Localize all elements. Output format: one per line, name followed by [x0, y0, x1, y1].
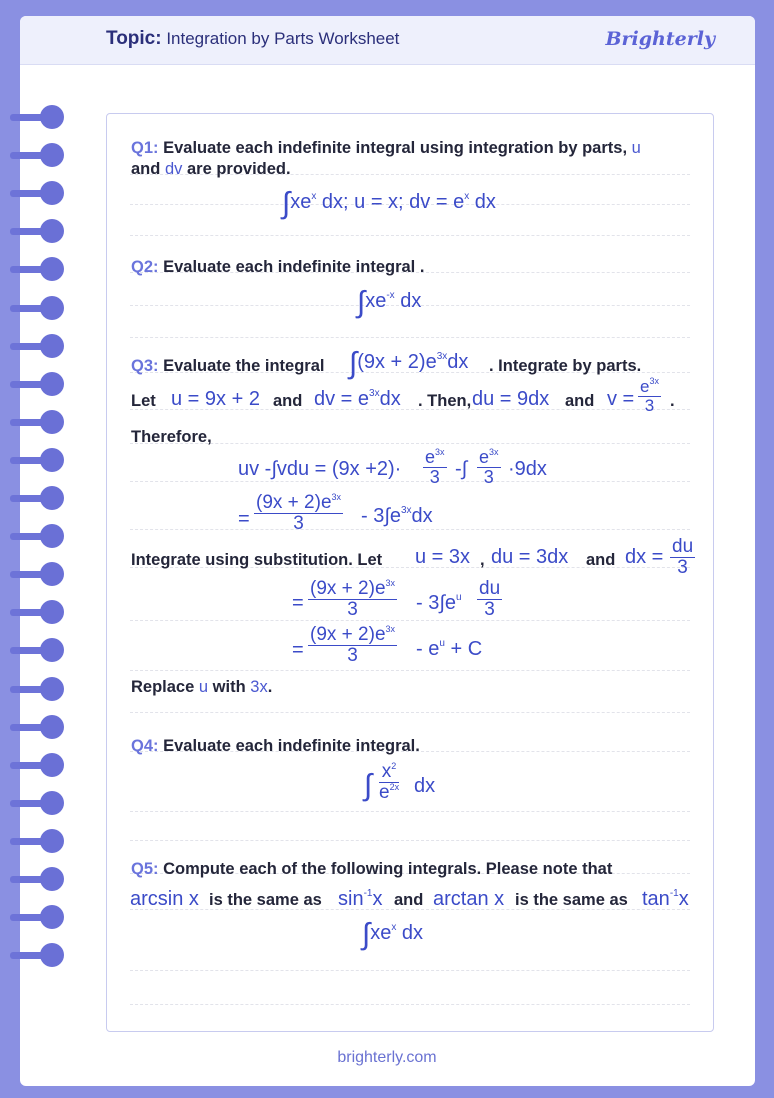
q3-v-eq: v = — [607, 388, 635, 410]
q3-let: Let — [131, 392, 156, 410]
step4-c: + C — [444, 638, 483, 660]
binding-ring — [10, 943, 66, 967]
num-text: x — [381, 761, 392, 782]
fraction-numerator — [308, 625, 397, 646]
q5-prompt — [131, 860, 612, 879]
q3-dv-text: dv = e — [314, 388, 370, 410]
integral-sign: ∫ — [349, 347, 358, 380]
q3-v-fraction — [638, 377, 661, 415]
dashed-rule — [130, 670, 690, 671]
q1-number: Q1: — [131, 139, 159, 157]
q3-sub-text: Integrate using substitution. Let — [131, 551, 383, 569]
binding-ring — [10, 219, 66, 243]
binding-ring — [10, 410, 66, 434]
binding-ring — [10, 600, 66, 624]
binding-ring — [10, 143, 66, 167]
replace-with: with — [212, 678, 246, 696]
q2-text: Evaluate each indefinite integral . — [163, 258, 425, 276]
ring-hole — [40, 105, 64, 129]
den-text: e — [379, 781, 390, 803]
dashed-rule — [130, 840, 690, 841]
q3-step3-eq: = — [292, 592, 304, 614]
q2-number: Q2: — [131, 258, 159, 276]
ring-hole — [40, 372, 64, 396]
q1-expression — [282, 189, 496, 219]
num-text: e — [640, 377, 650, 396]
binding-ring — [10, 562, 66, 586]
q3-step1-b: -∫ — [455, 458, 468, 480]
dashed-rule — [130, 970, 690, 971]
step2-exp: 3x — [400, 505, 412, 516]
ring-hole — [40, 181, 64, 205]
num-exp: 2 — [391, 761, 397, 771]
ring-hole — [40, 486, 64, 510]
fraction-denominator: 3 — [483, 466, 494, 487]
sin-text: sin — [338, 888, 364, 910]
q3-step2-eq: = — [238, 508, 250, 530]
step3-text: - 3∫e — [416, 592, 456, 614]
q5-arcsin: arcsin x — [130, 888, 199, 910]
q3-integrand-exp: 3x — [436, 351, 448, 362]
ring-hole — [40, 143, 64, 167]
q4-fraction — [379, 762, 399, 803]
header-bar — [20, 16, 755, 65]
q3-step2-fraction — [254, 493, 343, 534]
binding-ring — [10, 829, 66, 853]
q3-therefore: Therefore, — [131, 428, 212, 446]
footer-url[interactable]: brighterly.com — [337, 1049, 437, 1066]
dashed-rule — [130, 811, 690, 812]
fraction-numerator: du — [672, 536, 694, 557]
q3-step1-a: uv -∫vdu = (9x +2)· — [238, 458, 402, 480]
binding-ring — [10, 905, 66, 929]
binding-ring — [10, 486, 66, 510]
num-text: (9x + 2)e — [256, 492, 332, 513]
q3-prompt-a — [131, 357, 325, 376]
q5-expr: xe — [370, 922, 392, 944]
ring-hole — [40, 715, 64, 739]
q5-number: Q5: — [131, 860, 159, 878]
replace-val: 3x — [250, 678, 268, 696]
num-exp: 3x — [649, 376, 659, 386]
den-exp: 2x — [389, 781, 400, 792]
ring-hole — [40, 296, 64, 320]
q3-and2: and — [565, 392, 595, 410]
q3-step3-fraction2 — [477, 579, 502, 620]
q1-text-b: are provided. — [186, 160, 291, 178]
q3-sub-u: u = 3x — [415, 546, 471, 568]
q1-expr3: dx — [469, 191, 496, 213]
binding-ring — [10, 372, 66, 396]
tan-exp: -1 — [669, 888, 679, 899]
brand-logo: Brighterly — [605, 28, 715, 50]
q1-expr2: dx; u = x; dv = e — [316, 191, 465, 213]
num-text: e — [425, 447, 436, 467]
integral-sign: ∫ — [364, 769, 373, 802]
fraction-numerator — [308, 579, 397, 600]
num-exp: 3x — [331, 492, 342, 502]
dashed-rule — [130, 235, 690, 236]
q3-period: . — [670, 392, 675, 410]
fraction-numerator — [423, 448, 447, 468]
q1-text-a: Evaluate each indefinite integral using integration by parts, — [158, 139, 632, 157]
q4-integral — [364, 771, 372, 801]
ring-hole — [40, 257, 64, 281]
ring-hole — [40, 448, 64, 472]
binding-ring — [10, 791, 66, 815]
fraction-numerator — [477, 448, 501, 468]
ring-hole — [40, 562, 64, 586]
q3-step4-eq: = — [292, 639, 304, 661]
dashed-rule — [130, 1004, 690, 1005]
tan-x: x — [678, 888, 689, 910]
fraction-denominator: 3 — [347, 644, 358, 666]
q3-text-a: Evaluate the integral — [163, 357, 325, 375]
q2-expression — [357, 288, 421, 318]
q3-sub-du: du = 3dx — [491, 546, 569, 568]
q1-prompt-line1 — [131, 139, 641, 158]
topic-title: Integration by Parts Worksheet — [166, 29, 400, 48]
ring-hole — [40, 638, 64, 662]
ring-hole — [40, 791, 64, 815]
q3-then: . Then, — [418, 392, 472, 410]
q3-step1-fraction2 — [477, 448, 501, 487]
binding-ring — [10, 715, 66, 739]
ring-hole — [40, 829, 64, 853]
integral-sign: ∫ — [362, 918, 371, 951]
q5-exp: x — [391, 922, 397, 933]
q3-number: Q3: — [131, 357, 159, 375]
q1-dv: dv — [164, 160, 183, 178]
fraction-denominator — [379, 783, 399, 803]
num-text: (9x + 2)e — [310, 578, 386, 599]
q4-number: Q4: — [131, 737, 159, 755]
q3-step4-b — [416, 638, 482, 661]
q3-sub-and: and — [586, 551, 616, 569]
integral-sign: ∫ — [282, 187, 291, 220]
q5-same1: is the same as — [209, 891, 322, 909]
fraction-numerator: du — [479, 578, 501, 599]
q3-step1-fraction — [423, 448, 447, 487]
num-exp: 3x — [489, 447, 499, 457]
ring-hole — [40, 600, 64, 624]
binding-ring — [10, 638, 66, 662]
q3-step2-b — [361, 505, 433, 528]
ring-hole — [40, 524, 64, 548]
q4-text: Evaluate each indefinite integral. — [163, 737, 420, 755]
step2-dx: dx — [411, 505, 433, 527]
binding-ring — [10, 448, 66, 472]
ring-hole — [40, 753, 64, 777]
step4-exp: u — [439, 638, 445, 649]
q1-and: and — [131, 160, 161, 178]
replace-end: . — [267, 678, 273, 696]
fraction-numerator — [254, 493, 343, 514]
step2-text: - 3∫e — [361, 505, 401, 527]
dashed-rule — [130, 620, 690, 621]
q2-expr: xe — [365, 290, 387, 312]
fraction-denominator: 3 — [347, 598, 358, 620]
step4-text: - e — [416, 638, 440, 660]
q3-integrand-text: (9x + 2)e — [357, 351, 437, 373]
binding-ring — [10, 753, 66, 777]
q3-dv-eq — [314, 388, 401, 411]
q1-exp1: x — [311, 191, 317, 202]
q5-and: and — [394, 891, 424, 909]
q5-arctan: arctan x — [433, 888, 505, 910]
ring-hole — [40, 867, 64, 891]
q5-same2: is the same as — [515, 891, 628, 909]
topic-label: Topic: — [106, 28, 162, 49]
q3-du-eq: du = 9dx — [472, 388, 550, 410]
binding-ring — [10, 257, 66, 281]
replace-u: u — [198, 678, 209, 696]
integral-sign: ∫ — [357, 286, 366, 319]
q3-dv-dx: dx — [379, 388, 401, 410]
dashed-rule — [130, 529, 690, 530]
ring-hole — [40, 410, 64, 434]
q3-step3-b — [416, 592, 462, 615]
fraction-denominator: 3 — [429, 466, 440, 487]
fraction-denominator: 3 — [484, 598, 495, 620]
q5-tan-inverse — [642, 888, 689, 911]
q3-sub-fraction — [670, 537, 695, 578]
sin-x: x — [372, 888, 383, 910]
q3-sub-dx: dx = — [625, 546, 664, 568]
ring-hole — [40, 677, 64, 701]
binding-ring — [10, 867, 66, 891]
q3-dv-exp: 3x — [369, 388, 380, 399]
tan-text: tan — [642, 888, 670, 910]
fraction-numerator — [379, 762, 399, 783]
q3-step3-fraction — [308, 579, 397, 620]
dashed-rule — [130, 712, 690, 713]
dashed-rule — [130, 443, 690, 444]
q1-u: u — [631, 139, 641, 157]
q1-exp2: x — [464, 191, 470, 202]
num-exp: 3x — [385, 624, 396, 634]
num-text: (9x + 2)e — [310, 624, 386, 645]
dashed-rule — [130, 337, 690, 338]
num-text: e — [479, 447, 490, 467]
dashed-rule — [130, 481, 690, 482]
ring-hole — [40, 334, 64, 358]
binding-ring — [10, 677, 66, 701]
q4-prompt — [131, 737, 420, 756]
q5-text: Compute each of the following integrals. Please note that — [163, 860, 613, 878]
q2-expr2: dx — [394, 290, 422, 312]
binding-ring — [10, 181, 66, 205]
q3-replace — [131, 678, 272, 697]
q1-prompt-line2 — [131, 160, 291, 179]
step3-exp: u — [455, 592, 462, 603]
fraction-numerator — [638, 377, 661, 397]
q2-exp: -x — [386, 290, 395, 301]
q3-step4-fraction — [308, 625, 397, 666]
num-exp: 3x — [435, 447, 445, 457]
q3-and1: and — [273, 392, 303, 410]
q3-step1-c: ·9dx — [508, 458, 547, 480]
replace-text: Replace — [131, 678, 195, 696]
q5-expr2: dx — [396, 922, 424, 944]
ring-hole — [40, 905, 64, 929]
q4-dx: dx — [414, 775, 436, 797]
q2-prompt — [131, 258, 424, 277]
binding-ring — [10, 524, 66, 548]
fraction-denominator: 3 — [677, 556, 688, 578]
q5-sin-inverse — [338, 888, 382, 911]
binding-ring — [10, 334, 66, 358]
fraction-denominator: 3 — [293, 512, 304, 534]
q3-text-b: . Integrate by parts. — [489, 357, 642, 375]
q3-sub-comma: , — [480, 551, 485, 569]
fraction-denominator: 3 — [644, 395, 655, 415]
q3-u-eq: u = 9x + 2 — [171, 388, 260, 410]
num-exp: 3x — [385, 578, 396, 588]
binding-ring — [10, 296, 66, 320]
sin-exp: -1 — [363, 888, 373, 899]
ring-hole — [40, 943, 64, 967]
page-title — [106, 28, 399, 50]
q1-expr: xe — [290, 191, 312, 213]
ring-hole — [40, 219, 64, 243]
q5-expression — [362, 920, 423, 950]
q3-integrand — [349, 349, 468, 379]
binding-ring — [10, 105, 66, 129]
q3-integrand-dx: dx — [447, 351, 469, 373]
